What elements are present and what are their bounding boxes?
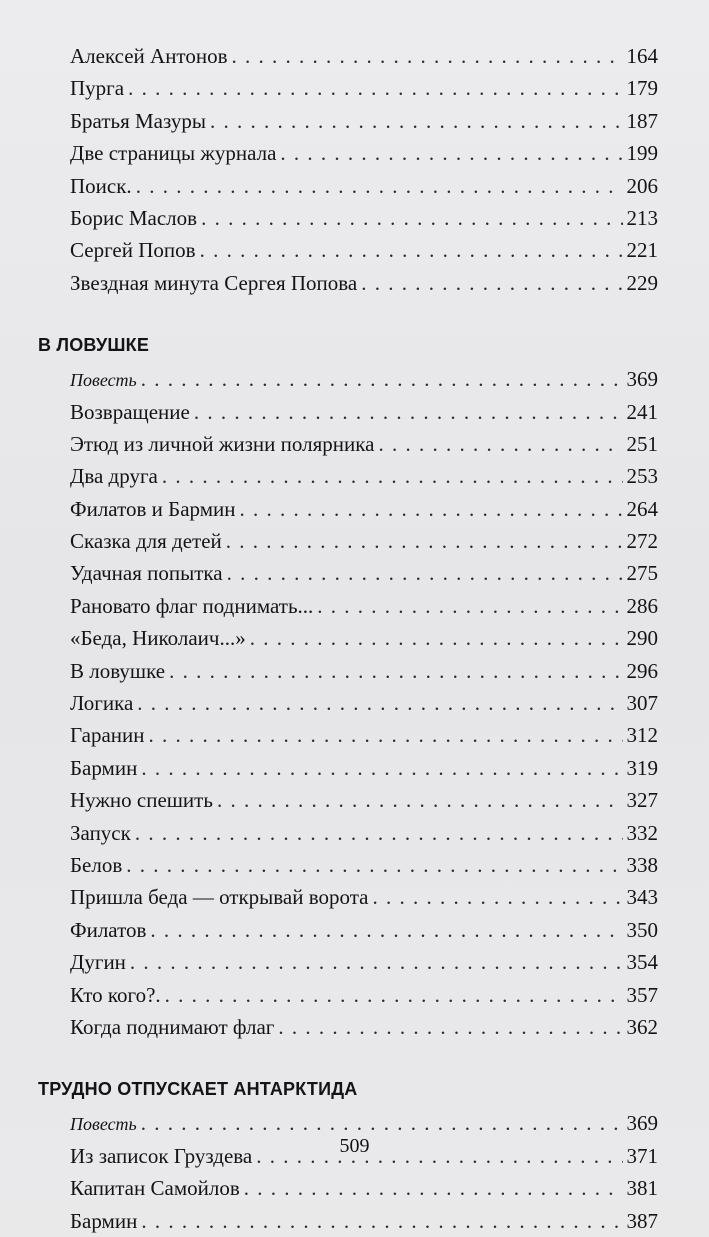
toc-entry	[38, 525, 658, 557]
toc-entry-title: Возвращение	[70, 399, 190, 424]
toc-entry-title: Борис Маслов	[70, 205, 198, 230]
dot-leader	[150, 914, 622, 946]
dot-leader	[250, 622, 623, 654]
toc-entry-title: «Беда, Николаич...»	[70, 626, 246, 651]
toc-entry	[38, 590, 658, 622]
toc-entry	[38, 881, 658, 913]
toc-entry	[38, 1011, 658, 1043]
toc-entry-title: Запуск	[70, 820, 131, 845]
toc-entry-page: 362	[626, 1014, 658, 1039]
toc-entry	[38, 687, 658, 719]
dot-leader	[317, 590, 622, 622]
toc-entry	[38, 428, 658, 460]
toc-entry-title: Повесть	[70, 370, 137, 391]
dot-leader	[227, 557, 623, 589]
toc-entry-page: 221	[626, 238, 658, 263]
toc-entry	[38, 363, 658, 395]
dot-leader	[210, 105, 623, 137]
toc-entry-title: Гаранин	[70, 723, 145, 748]
dot-leader	[162, 460, 623, 492]
toc-entry-page: 199	[626, 141, 658, 166]
toc-entry	[38, 105, 658, 137]
toc-entry-page: 371	[626, 1143, 658, 1168]
toc-entry-page: 253	[626, 464, 658, 489]
toc-entry-page: 296	[626, 658, 658, 683]
toc-entry	[38, 460, 658, 492]
toc-entry	[38, 493, 658, 525]
section-spacer	[38, 299, 658, 321]
dot-leader	[200, 234, 623, 266]
toc-entry	[38, 946, 658, 978]
section-heading: ТРУДНО ОТПУСКАЕТ АНТАРКТИДА	[38, 1079, 358, 1100]
toc-entry-title: Звездная минута Сергея Попова	[70, 270, 358, 295]
toc-entry-title: Удачная попытка	[70, 561, 223, 586]
dot-leader	[141, 752, 622, 784]
toc-entry	[38, 170, 658, 202]
toc-entry-title: Белов	[70, 852, 123, 877]
toc-entry	[38, 137, 658, 169]
toc-entry-page: 307	[626, 691, 658, 716]
toc-entry-page: 350	[626, 917, 658, 942]
toc-entry-page: 229	[626, 270, 658, 295]
toc-entry-page: 312	[626, 723, 658, 748]
dot-leader	[128, 72, 622, 104]
dot-leader	[239, 493, 622, 525]
toc-entry-title: Сказка для детей	[70, 529, 222, 554]
toc-entry-page: 241	[626, 399, 658, 424]
toc-entry	[38, 72, 658, 104]
toc-entry-page: 179	[626, 76, 658, 101]
toc-entry-title: Капитан Самойлов	[70, 1176, 240, 1201]
section-spacer	[38, 1043, 658, 1065]
toc-entry-page: 275	[626, 561, 658, 586]
toc-entry	[38, 234, 658, 266]
toc-entry	[38, 40, 658, 72]
toc-entry-title: Пурга	[70, 76, 125, 101]
toc-entry-page: 187	[626, 108, 658, 133]
toc-entry-title: Дугин	[70, 950, 126, 975]
toc-entry-title: Повесть	[70, 1114, 137, 1135]
toc-entry-title: Филатов	[70, 917, 147, 942]
dot-leader	[165, 979, 623, 1011]
toc-entry-page: 357	[626, 982, 658, 1007]
toc-entry-page: 369	[626, 1111, 658, 1136]
toc-entry-title: Бармин	[70, 755, 138, 780]
toc-entry-page: 327	[626, 788, 658, 813]
toc-entry	[38, 784, 658, 816]
dot-leader	[141, 363, 623, 395]
toc-entry-title: Сергей Попов	[70, 238, 196, 263]
dot-leader	[194, 396, 623, 428]
section-heading: В ЛОВУШКЕ	[38, 335, 150, 356]
dot-leader	[201, 202, 622, 234]
toc-entry	[38, 849, 658, 881]
dot-leader	[137, 687, 622, 719]
toc-entry-page: 387	[626, 1208, 658, 1233]
toc-entry-title: Когда поднимают флаг	[70, 1014, 275, 1039]
toc-entry	[38, 622, 658, 654]
toc-entry	[38, 396, 658, 428]
toc-entry-page: 251	[626, 431, 658, 456]
toc-entry	[38, 752, 658, 784]
dot-leader	[130, 946, 623, 978]
toc-entry-title: Этюд из личной жизни полярника	[70, 431, 375, 456]
toc-entry	[38, 914, 658, 946]
toc-entry-page: 354	[626, 950, 658, 975]
dot-leader	[226, 525, 623, 557]
toc-entry-title: В ловушке	[70, 658, 166, 683]
toc-entry	[38, 719, 658, 751]
table-of-contents	[38, 40, 658, 1237]
toc-entry-page: 381	[626, 1176, 658, 1201]
toc-entry-title: Рановато флаг поднимать...	[70, 593, 314, 618]
toc-entry-page: 264	[626, 496, 658, 521]
dot-leader	[278, 1011, 622, 1043]
toc-entry-title: Кто кого?.	[70, 982, 161, 1007]
toc-entry-page: 290	[626, 626, 658, 651]
dot-leader	[135, 817, 623, 849]
dot-leader	[169, 655, 622, 687]
toc-entry-title: Две страницы журнала	[70, 141, 277, 166]
dot-leader	[148, 719, 622, 751]
toc-entry-title: Два друга	[70, 464, 158, 489]
toc-entry	[38, 202, 658, 234]
toc-entry-page: 213	[626, 205, 658, 230]
toc-entry-title: Логика	[70, 691, 134, 716]
toc-entry-page: 164	[626, 44, 658, 68]
toc-entry-title: Пришла беда — открывай ворота	[70, 885, 369, 910]
toc-entry-title: Филатов и Бармин	[70, 496, 236, 521]
toc-entry	[38, 979, 658, 1011]
dot-leader	[217, 784, 623, 816]
toc-entry-title: Нужно спешить	[70, 788, 213, 813]
toc-entry-page: 338	[626, 852, 658, 877]
toc-entry-page: 369	[626, 367, 658, 392]
toc-entry-title: Братья Мазуры	[70, 108, 206, 133]
dot-leader	[378, 428, 622, 460]
toc-entry	[38, 267, 658, 299]
dot-leader	[280, 137, 622, 169]
dot-leader	[126, 849, 622, 881]
toc-entry-title: Поиск.	[70, 173, 132, 198]
dot-leader	[141, 1205, 622, 1237]
toc-entry-title: Бармин	[70, 1208, 138, 1233]
dot-leader	[373, 881, 623, 913]
toc-entry-page: 319	[626, 755, 658, 780]
toc-entry	[38, 1205, 658, 1237]
toc-entry	[38, 817, 658, 849]
page-number: 509	[339, 1135, 370, 1157]
toc-entry-page: 343	[626, 885, 658, 910]
toc-entry-page: 272	[626, 529, 658, 554]
toc-entry-title: Из записок Груздева	[70, 1143, 253, 1168]
toc-entry-page: 332	[626, 820, 658, 845]
dot-leader	[361, 267, 622, 299]
dot-leader	[232, 40, 623, 72]
toc-entry	[38, 655, 658, 687]
toc-entry-page: 206	[626, 173, 658, 198]
toc-entry-page: 286	[626, 593, 658, 618]
toc-entry	[38, 557, 658, 589]
toc-entry-title: Алексей Антонов	[70, 44, 228, 68]
dot-leader	[136, 170, 623, 202]
